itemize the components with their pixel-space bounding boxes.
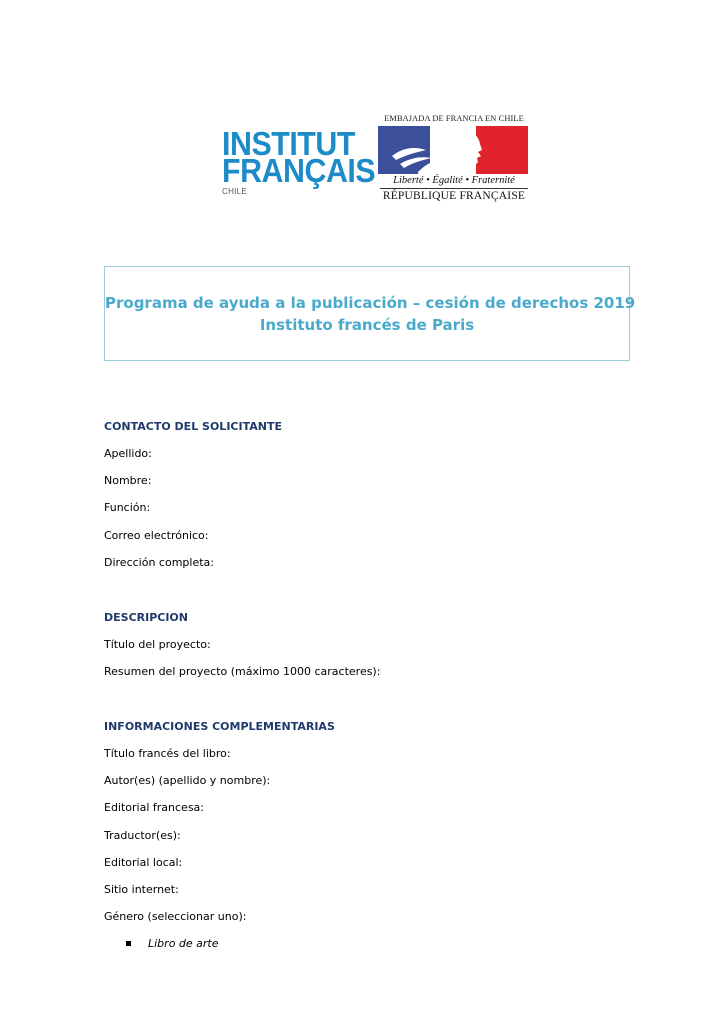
field-label-resumen: Resumen del proyecto (máximo 1000 caracteres): [104, 665, 381, 678]
field-label-titulo-frances: Título francés del libro: [104, 747, 231, 760]
title-line-2: Instituto francés de Paris [259, 316, 475, 334]
marianne-flag-icon [378, 126, 528, 174]
embassy-republic: RÉPUBLIQUE FRANÇAISE [382, 190, 526, 202]
field-label-editorial-local: Editorial local: [104, 856, 183, 869]
embassy-logo [378, 114, 530, 212]
embassy-name: EMBAJADA DE FRANCIA EN CHILE [384, 114, 524, 123]
field-label-nombre: Nombre: [104, 474, 152, 487]
field-label-funcion: Función: [104, 501, 151, 514]
logo-line-2: FRANÇAIS [222, 152, 376, 189]
title-line-1: Programa de ayuda a la publicación – cesión de derechos 2019 [105, 294, 636, 312]
field-label-editorial-francesa: Editorial francesa: [104, 801, 205, 814]
field-label-autores: Autor(es) (apellido y nombre): [104, 774, 271, 787]
section-heading-contacto: CONTACTO DEL SOLICITANTE [104, 420, 282, 433]
field-label-direccion: Dirección completa: [104, 556, 214, 569]
logo-subtitle: CHILE [222, 187, 248, 196]
embassy-divider [380, 188, 528, 189]
field-label-sitio-internet: Sitio internet: [104, 883, 179, 896]
title-box [104, 266, 636, 361]
field-label-traductores: Traductor(es): [104, 829, 181, 842]
field-label-apellido: Apellido: [104, 447, 152, 460]
section-heading-informaciones: INFORMACIONES COMPLEMENTARIAS [104, 720, 335, 733]
field-label-correo: Correo electrónico: [104, 529, 209, 542]
square-bullet-icon [126, 941, 131, 946]
field-label-titulo-proyecto: Título del proyecto: [104, 638, 211, 651]
section-heading-descripcion: DESCRIPCION [104, 611, 188, 624]
field-label-genero: Género (seleccionar uno): [104, 910, 247, 923]
institut-francais-logo [222, 125, 376, 205]
genre-option-libro-de-arte: Libro de arte [148, 937, 219, 950]
logo-line-1: INSTITUT [222, 125, 355, 162]
embassy-motto: Liberté • Égalité • Fraternité [393, 175, 515, 186]
